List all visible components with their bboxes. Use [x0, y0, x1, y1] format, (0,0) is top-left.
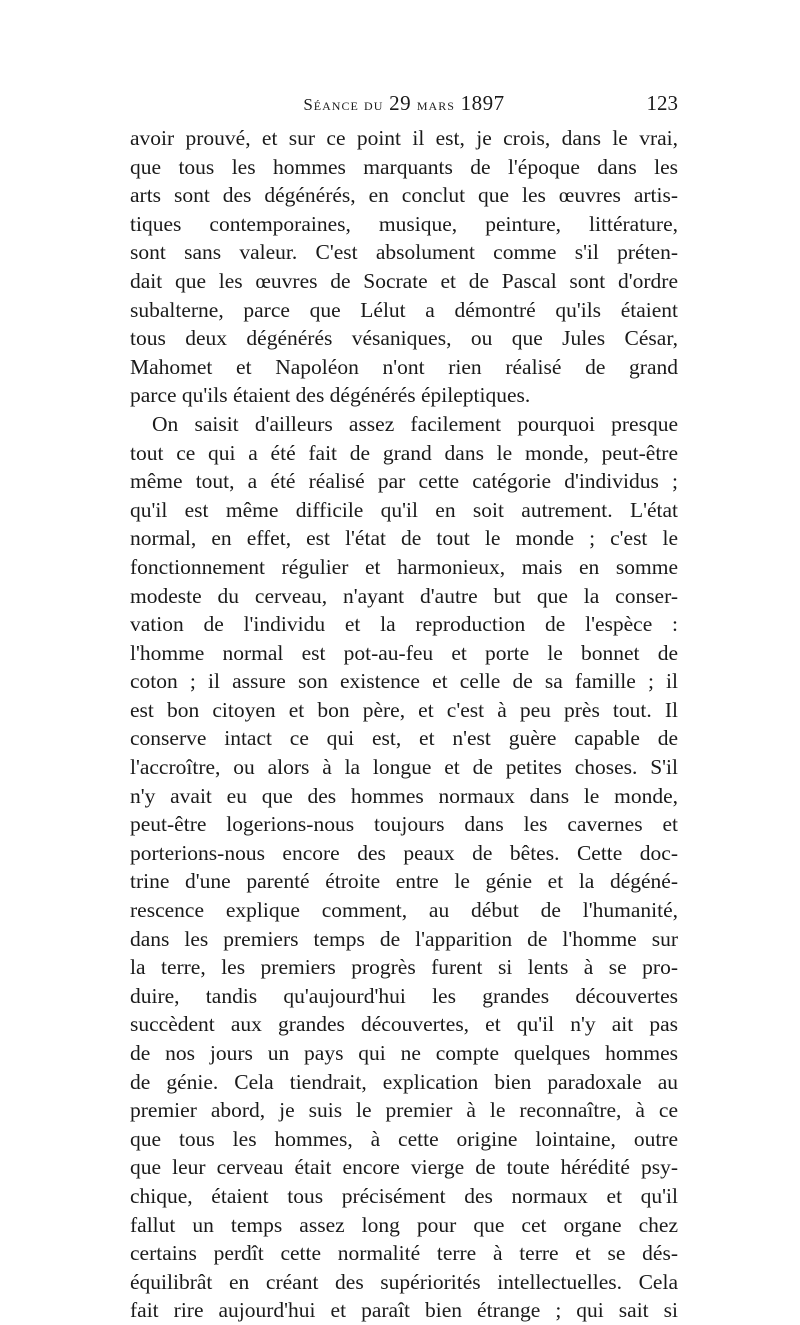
text-line: est bon citoyen et bon père, et c'est à peu près tout. Il	[130, 697, 678, 722]
text-line: de nos jours un pays qui ne compte quelques hommes	[130, 1041, 678, 1065]
text-line: porterions-nous encore des peaux de bêtes. Cette doc-	[130, 840, 678, 865]
paragraph-end-line: parce qu'ils étaient des dégénérés épileptiques.	[130, 383, 531, 408]
text-line: dans les premiers temps de l'apparition de l'homme sur	[130, 926, 678, 951]
running-head	[130, 88, 678, 120]
book-page	[130, 88, 678, 1325]
text-line: fallut un temps assez long pour que cet organe chez	[130, 1212, 678, 1237]
text-line: tiques contemporaines, musique, peinture, littérature,	[130, 211, 678, 236]
text-line: de génie. Cela tiendrait, explication bien paradoxale au	[130, 1069, 678, 1094]
text-line: modeste du cerveau, n'ayant d'autre but que la conser-	[130, 583, 678, 608]
text-line: la terre, les premiers progrès furent si lents à se pro-	[130, 955, 678, 980]
text-line: tous deux dégénérés vésaniques, ou que Jules César,	[130, 326, 678, 351]
text-line: dait que les œuvres de Socrate et de Pascal sont d'ordre	[130, 268, 678, 293]
paragraph-start-line: On saisit d'ailleurs assez facilement pourquoi presque	[152, 411, 678, 436]
text-line: fait rire aujourd'hui et paraît bien étrange ; qui sait si	[130, 1298, 678, 1323]
text-line: n'y avait eu que des hommes normaux dans le monde,	[130, 783, 678, 808]
text-line: premier abord, je suis le premier à le reconnaître, à ce	[130, 1098, 678, 1123]
text-line: l'homme normal est pot-au-feu et porte le bonnet de	[130, 640, 678, 665]
text-line: l'accroître, ou alors à la longue et de petites choses. S'il	[130, 755, 678, 780]
running-head-year: 1897	[460, 91, 505, 115]
text-line: tout ce qui a été fait de grand dans le monde, peut-être	[130, 440, 678, 465]
text-line: coton ; il assure son existence et celle de sa famille ; il	[130, 669, 678, 694]
text-line: conserve intact ce qui est, et n'est guère capable de	[130, 726, 678, 751]
text-line: subalterne, parce que Lélut a démontré qu'ils étaient	[130, 297, 678, 322]
text-line: chique, étaient tous précisément des normaux et qu'il	[130, 1183, 678, 1208]
text-line: Mahomet et Napoléon n'ont rien réalisé de grand	[130, 354, 678, 379]
text-line: normal, en effet, est l'état de tout le monde ; c'est le	[130, 526, 678, 551]
page-number: 123	[646, 91, 678, 115]
text-line: sont sans valeur. C'est absolument comme s'il préten-	[130, 240, 678, 265]
page-header	[130, 88, 678, 118]
text-line: fonctionnement régulier et harmonieux, mais en somme	[130, 554, 678, 579]
body-text	[130, 124, 678, 1325]
text-line: que tous les hommes, à cette origine lointaine, outre	[130, 1126, 678, 1151]
text-line: avoir prouvé, et sur ce point il est, je crois, dans le vrai,	[130, 126, 678, 150]
text-line: succèdent aux grandes découvertes, et qu'il n'y ait pas	[130, 1012, 678, 1037]
text-line: rescence explique comment, au début de l'humanité,	[130, 898, 678, 923]
text-line: certains perdît cette normalité terre à terre et se dés-	[130, 1241, 678, 1266]
text-line: qu'il est même difficile qu'il en soit autrement. L'état	[130, 497, 678, 522]
text-line: même tout, a été réalisé par cette catégorie d'individus ;	[130, 469, 678, 494]
text-line: trine d'une parenté étroite entre le génie et la dégéné-	[130, 869, 678, 894]
text-line: que leur cerveau était encore vierge de toute hérédité psy-	[130, 1155, 678, 1180]
running-head-prefix: Séance du	[303, 95, 384, 114]
text-line: que tous les hommes marquants de l'époque dans les	[130, 154, 678, 179]
text-line: équilibrât en créant des supériorités intellectuelles. Cela	[130, 1269, 678, 1294]
text-line: vation de l'individu et la reproduction de l'espèce :	[130, 612, 678, 637]
text-line: duire, tandis qu'aujourd'hui les grandes découvertes	[130, 983, 678, 1008]
running-head-month: mars	[416, 95, 455, 114]
text-line: arts sont des dégénérés, en conclut que les œuvres artis-	[130, 183, 678, 208]
text-line: peut-être logerions-nous toujours dans les cavernes et	[130, 812, 678, 837]
running-head-day: 29	[389, 91, 412, 115]
